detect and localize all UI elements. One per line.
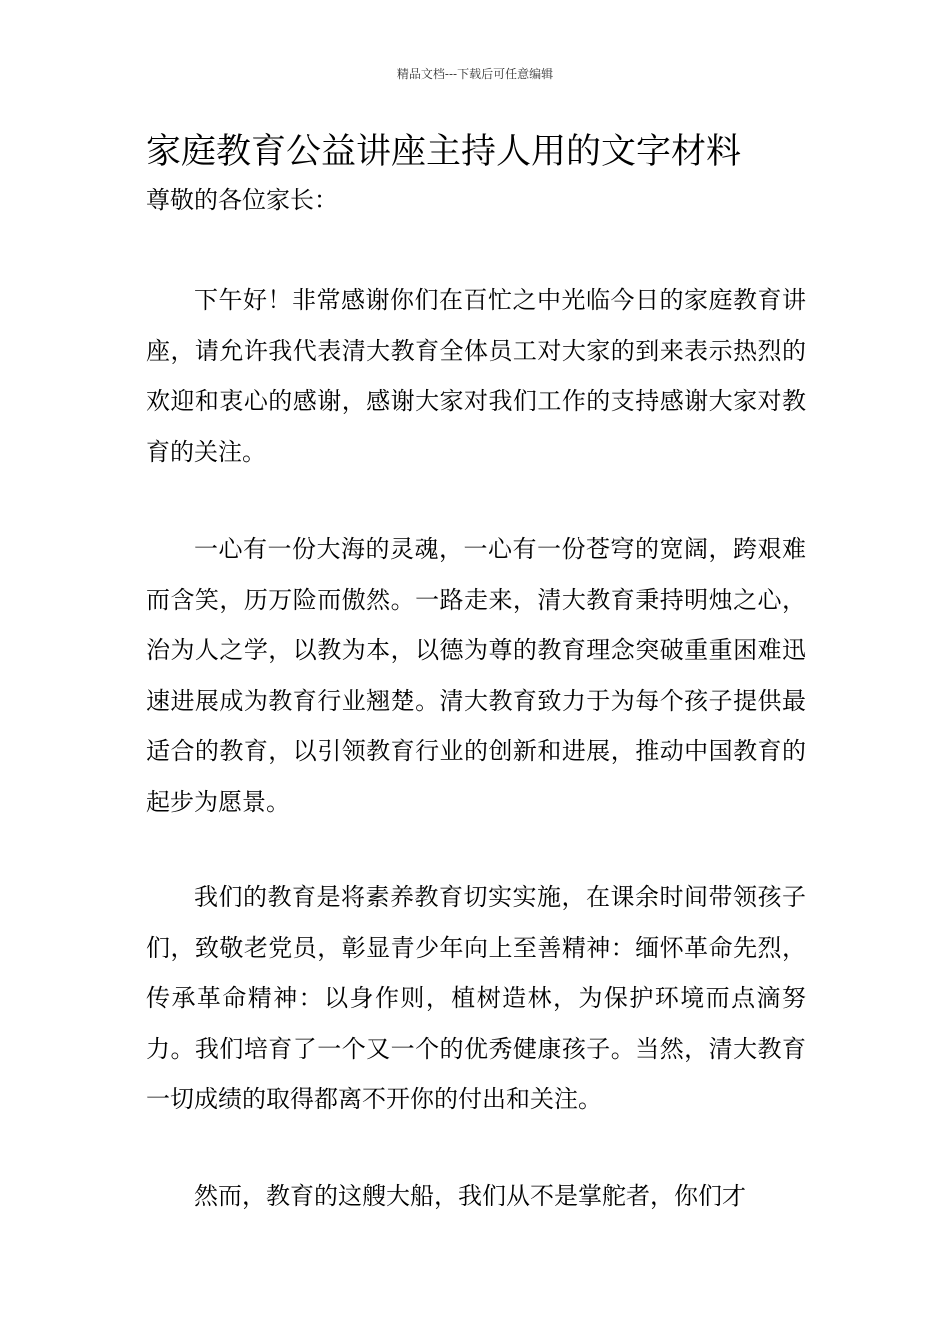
salutation: 尊敬的各位家长： (146, 186, 338, 214)
document-title: 家庭教育公益讲座主持人用的文字材料 (146, 132, 742, 172)
paragraph-2: 一心有一份大海的灵魂，一心有一份苍穹的宽阔，跨艰难而含笑，历万险而傲然。一路走来，清大教育秉持明烛之心，治为人之学，以教为本，以德为尊的教育理念突破重重困难迅速进展成为教育行业翘楚。清大教育致力于为每个孩子提供最适合的教育，以引领教育行业的创新和进展，推动中国教育的起步为愿景。 (146, 535, 806, 816)
header-note: 精品文档---下载后可任意编辑 (396, 67, 554, 81)
paragraph-4: 然而，教育的这艘大船，我们从不是掌舵者，你们才 (194, 1182, 746, 1210)
paragraph-1: 下午好！非常感谢你们在百忙之中光临今日的家庭教育讲座，请允许我代表清大教育全体员工对大家的到来表示热烈的欢迎和衷心的感谢，感谢大家对我们工作的支持感谢大家对教育的关注。 (146, 286, 806, 466)
paragraph-3: 我们的教育是将素养教育切实实施，在课余时间带领孩子们，致敬老党员，彰显青少年向上至善精神：缅怀革命先烈，传承革命精神：以身作则，植树造林，为保护环境而点滴努力。我们培育了一个又一个的优秀健康孩子。当然，清大教育一切成绩的取得都离不开你的付出和关注。 (146, 883, 806, 1113)
